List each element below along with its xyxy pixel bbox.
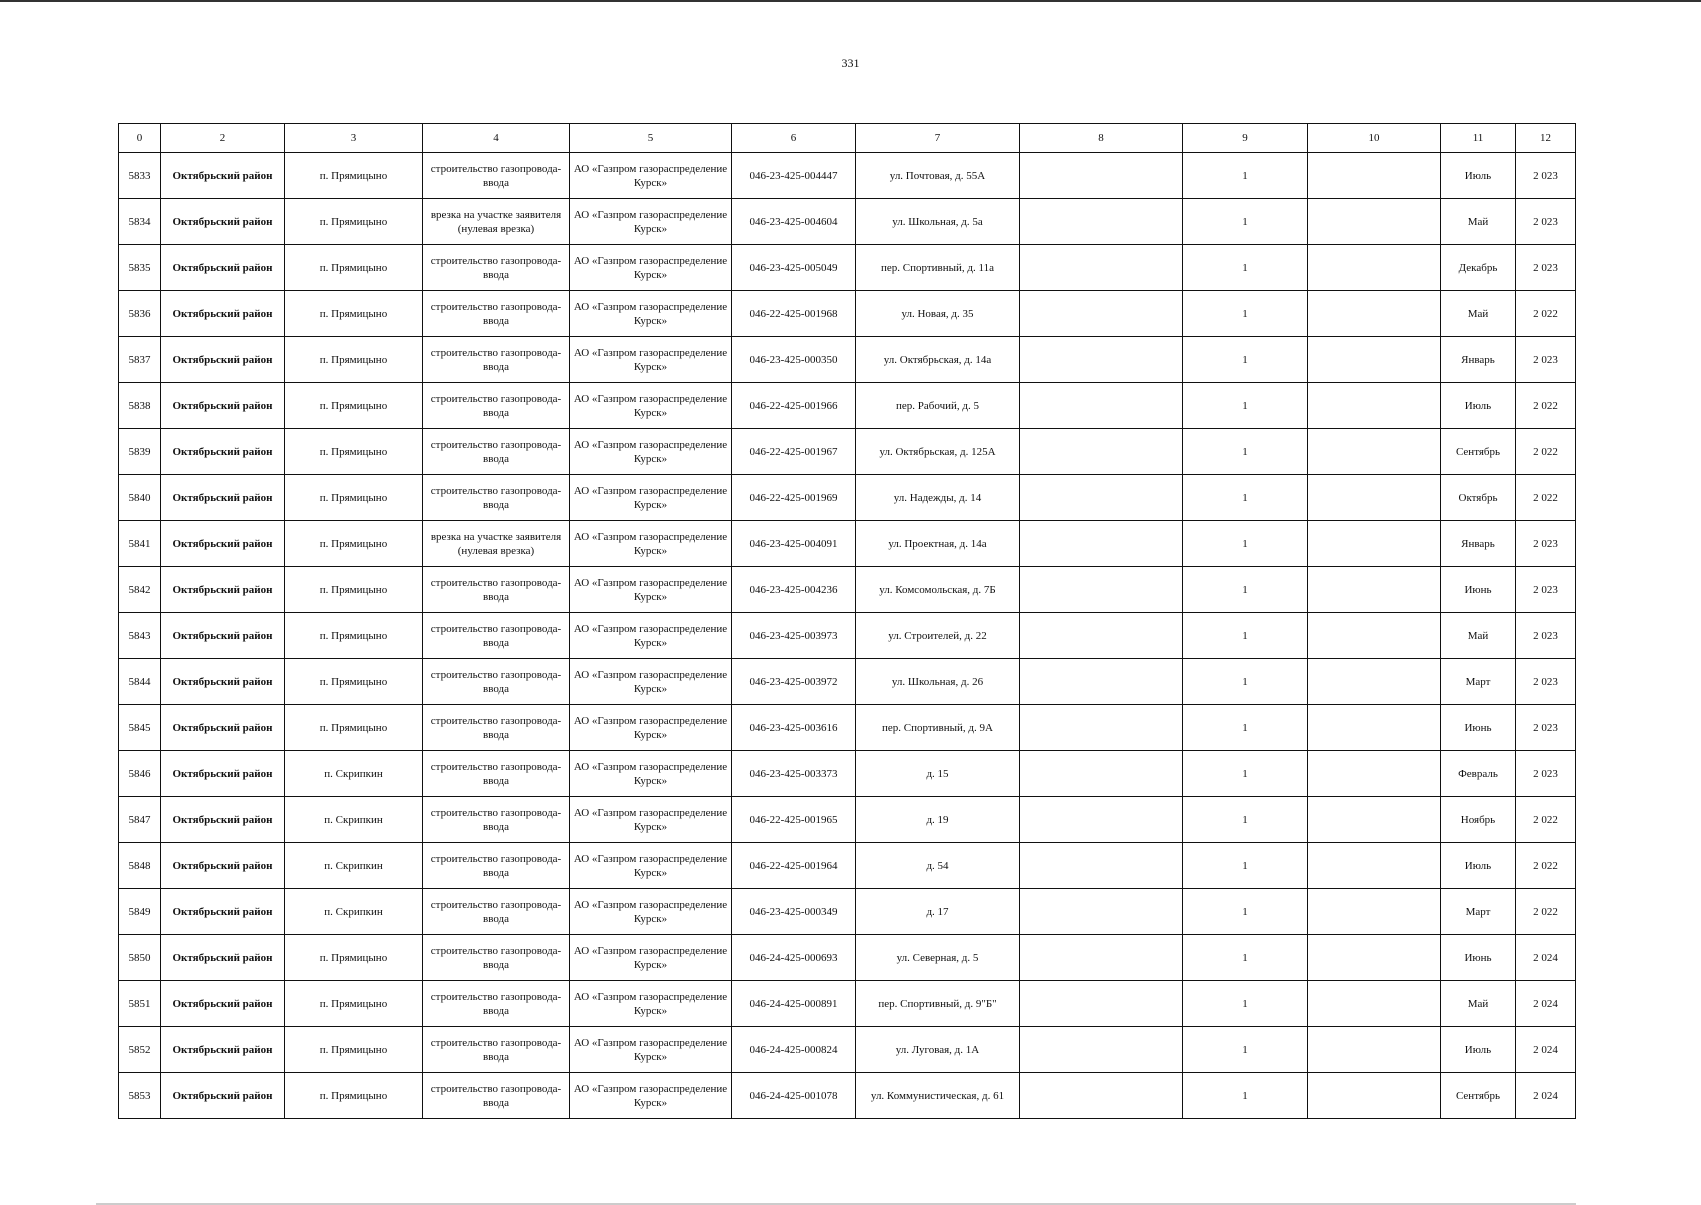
table-cell-col-7: пер. Спортивный, д. 9А bbox=[856, 705, 1020, 751]
table-cell-col-9: 1 bbox=[1183, 889, 1308, 935]
table-cell-col-0: 5849 bbox=[119, 889, 161, 935]
table-cell-col-12: 2 023 bbox=[1516, 337, 1576, 383]
table-cell-col-7: ул. Октябрьская, д. 14а bbox=[856, 337, 1020, 383]
table-cell-col-3: п. Прямицыно bbox=[285, 475, 423, 521]
table-cell-col-7: ул. Надежды, д. 14 bbox=[856, 475, 1020, 521]
table-cell-col-8 bbox=[1020, 153, 1183, 199]
table-cell-col-8 bbox=[1020, 567, 1183, 613]
table-cell-col-6: 046-24-425-000824 bbox=[732, 1027, 856, 1073]
table-cell-col-10 bbox=[1308, 889, 1441, 935]
table-cell-col-0: 5837 bbox=[119, 337, 161, 383]
table-cell-col-2: Октябрьский район bbox=[161, 475, 285, 521]
table-cell-col-9: 1 bbox=[1183, 521, 1308, 567]
table-cell-col-3: п. Скрипкин bbox=[285, 843, 423, 889]
table-cell-col-4: строительство газопровода-ввода bbox=[423, 889, 570, 935]
table-cell-col-12: 2 024 bbox=[1516, 1027, 1576, 1073]
table-cell-col-2: Октябрьский район bbox=[161, 613, 285, 659]
table-cell-col-6: 046-24-425-000693 bbox=[732, 935, 856, 981]
table-cell-col-9: 1 bbox=[1183, 383, 1308, 429]
table-cell-col-7: ул. Проектная, д. 14а bbox=[856, 521, 1020, 567]
table-cell-col-6: 046-22-425-001968 bbox=[732, 291, 856, 337]
table-cell-col-8 bbox=[1020, 337, 1183, 383]
table-cell-col-5: АО «Газпром газораспределение Курск» bbox=[570, 153, 732, 199]
table-cell-col-9: 1 bbox=[1183, 291, 1308, 337]
table-cell-col-0: 5853 bbox=[119, 1073, 161, 1119]
table-cell-col-9: 1 bbox=[1183, 981, 1308, 1027]
page-number: 331 bbox=[841, 56, 860, 70]
table-cell-col-10 bbox=[1308, 153, 1441, 199]
table-cell-col-9: 1 bbox=[1183, 1027, 1308, 1073]
table-cell-col-5: АО «Газпром газораспределение Курск» bbox=[570, 291, 732, 337]
table-cell-col-3: п. Прямицыно bbox=[285, 153, 423, 199]
table-row bbox=[119, 1073, 1576, 1119]
table-cell-col-9: 1 bbox=[1183, 613, 1308, 659]
table-cell-col-5: АО «Газпром газораспределение Курск» bbox=[570, 337, 732, 383]
table-cell-col-9: 1 bbox=[1183, 751, 1308, 797]
table-cell-col-8 bbox=[1020, 659, 1183, 705]
table-cell-col-7: д. 54 bbox=[856, 843, 1020, 889]
table-cell-col-6: 046-23-425-003616 bbox=[732, 705, 856, 751]
table-cell-col-7: ул. Строителей, д. 22 bbox=[856, 613, 1020, 659]
table-cell-col-10 bbox=[1308, 613, 1441, 659]
table-cell-col-7: пер. Спортивный, д. 11а bbox=[856, 245, 1020, 291]
table-row bbox=[119, 705, 1576, 751]
table-cell-col-4: строительство газопровода-ввода bbox=[423, 291, 570, 337]
table-row bbox=[119, 475, 1576, 521]
table-row bbox=[119, 567, 1576, 613]
table-cell-col-8 bbox=[1020, 383, 1183, 429]
table-cell-col-7: д. 17 bbox=[856, 889, 1020, 935]
table-cell-col-11: Июль bbox=[1441, 843, 1516, 889]
table-cell-col-6: 046-23-425-004447 bbox=[732, 153, 856, 199]
table-cell-col-5: АО «Газпром газораспределение Курск» bbox=[570, 383, 732, 429]
table-cell-col-11: Сентябрь bbox=[1441, 1073, 1516, 1119]
table-cell-col-3: п. Скрипкин bbox=[285, 889, 423, 935]
table-cell-col-3: п. Скрипкин bbox=[285, 751, 423, 797]
table-cell-col-2: Октябрьский район bbox=[161, 567, 285, 613]
table-cell-col-12: 2 023 bbox=[1516, 613, 1576, 659]
table-cell-col-4: строительство газопровода-ввода bbox=[423, 153, 570, 199]
table-row bbox=[119, 613, 1576, 659]
table-cell-col-12: 2 023 bbox=[1516, 199, 1576, 245]
table-cell-col-9: 1 bbox=[1183, 567, 1308, 613]
table-cell-col-10 bbox=[1308, 705, 1441, 751]
table-cell-col-12: 2 024 bbox=[1516, 935, 1576, 981]
table-cell-col-5: АО «Газпром газораспределение Курск» bbox=[570, 521, 732, 567]
table-row bbox=[119, 521, 1576, 567]
table-row bbox=[119, 429, 1576, 475]
table-cell-col-5: АО «Газпром газораспределение Курск» bbox=[570, 245, 732, 291]
table-cell-col-3: п. Прямицыно bbox=[285, 291, 423, 337]
table-cell-col-8 bbox=[1020, 1027, 1183, 1073]
table-cell-col-4: врезка на участке заявителя (нулевая врезка) bbox=[423, 199, 570, 245]
table-cell-col-7: пер. Рабочий, д. 5 bbox=[856, 383, 1020, 429]
table-cell-col-0: 5852 bbox=[119, 1027, 161, 1073]
table-cell-col-12: 2 022 bbox=[1516, 383, 1576, 429]
table-cell-col-8 bbox=[1020, 981, 1183, 1027]
table-cell-col-10 bbox=[1308, 843, 1441, 889]
table-cell-col-10 bbox=[1308, 935, 1441, 981]
table-cell-col-5: АО «Газпром газораспределение Курск» bbox=[570, 1073, 732, 1119]
table-cell-col-12: 2 022 bbox=[1516, 429, 1576, 475]
table-cell-col-12: 2 023 bbox=[1516, 751, 1576, 797]
table-cell-col-10 bbox=[1308, 291, 1441, 337]
table-cell-col-7: ул. Школьная, д. 5а bbox=[856, 199, 1020, 245]
table-row bbox=[119, 935, 1576, 981]
table-cell-col-5: АО «Газпром газораспределение Курск» bbox=[570, 659, 732, 705]
table-cell-col-9: 1 bbox=[1183, 245, 1308, 291]
table-cell-col-6: 046-23-425-003973 bbox=[732, 613, 856, 659]
table-cell-col-6: 046-23-425-004091 bbox=[732, 521, 856, 567]
column-header-11: 11 bbox=[1441, 124, 1516, 153]
table-cell-col-8 bbox=[1020, 475, 1183, 521]
table-cell-col-3: п. Прямицыно bbox=[285, 613, 423, 659]
table-cell-col-2: Октябрьский район bbox=[161, 521, 285, 567]
table-cell-col-2: Октябрьский район bbox=[161, 705, 285, 751]
table-cell-col-4: строительство газопровода-ввода bbox=[423, 935, 570, 981]
table-cell-col-12: 2 022 bbox=[1516, 475, 1576, 521]
table-cell-col-10 bbox=[1308, 521, 1441, 567]
registry-table bbox=[118, 123, 1576, 1119]
table-cell-col-4: строительство газопровода-ввода bbox=[423, 613, 570, 659]
table-cell-col-8 bbox=[1020, 521, 1183, 567]
table-cell-col-12: 2 023 bbox=[1516, 153, 1576, 199]
table-cell-col-6: 046-23-425-000349 bbox=[732, 889, 856, 935]
table-cell-col-5: АО «Газпром газораспределение Курск» bbox=[570, 751, 732, 797]
table-cell-col-7: ул. Коммунистическая, д. 61 bbox=[856, 1073, 1020, 1119]
table-cell-col-10 bbox=[1308, 751, 1441, 797]
table-cell-col-3: п. Прямицыно bbox=[285, 337, 423, 383]
table-cell-col-4: строительство газопровода-ввода bbox=[423, 383, 570, 429]
table-cell-col-7: ул. Луговая, д. 1А bbox=[856, 1027, 1020, 1073]
table-row bbox=[119, 383, 1576, 429]
table-cell-col-5: АО «Газпром газораспределение Курск» bbox=[570, 889, 732, 935]
table-row bbox=[119, 981, 1576, 1027]
table-cell-col-11: Июль bbox=[1441, 153, 1516, 199]
table-row bbox=[119, 1027, 1576, 1073]
table-cell-col-12: 2 023 bbox=[1516, 567, 1576, 613]
table-cell-col-11: Май bbox=[1441, 199, 1516, 245]
table-cell-col-8 bbox=[1020, 797, 1183, 843]
table-cell-col-5: АО «Газпром газораспределение Курск» bbox=[570, 843, 732, 889]
table-cell-col-7: ул. Комсомольская, д. 7Б bbox=[856, 567, 1020, 613]
table-cell-col-4: строительство газопровода-ввода bbox=[423, 981, 570, 1027]
table-cell-col-11: Январь bbox=[1441, 337, 1516, 383]
table-row bbox=[119, 199, 1576, 245]
table-cell-col-2: Октябрьский район bbox=[161, 751, 285, 797]
table-cell-col-2: Октябрьский район bbox=[161, 981, 285, 1027]
table-cell-col-0: 5850 bbox=[119, 935, 161, 981]
table-cell-col-6: 046-23-425-004604 bbox=[732, 199, 856, 245]
table-cell-col-8 bbox=[1020, 1073, 1183, 1119]
table-cell-col-7: д. 15 bbox=[856, 751, 1020, 797]
table-cell-col-5: АО «Газпром газораспределение Курск» bbox=[570, 475, 732, 521]
table-cell-col-7: ул. Почтовая, д. 55А bbox=[856, 153, 1020, 199]
table-row bbox=[119, 291, 1576, 337]
table-cell-col-0: 5838 bbox=[119, 383, 161, 429]
table-cell-col-10 bbox=[1308, 475, 1441, 521]
table-cell-col-3: п. Скрипкин bbox=[285, 797, 423, 843]
table-cell-col-0: 5842 bbox=[119, 567, 161, 613]
table-cell-col-12: 2 023 bbox=[1516, 659, 1576, 705]
table-cell-col-9: 1 bbox=[1183, 337, 1308, 383]
table-cell-col-9: 1 bbox=[1183, 705, 1308, 751]
table-cell-col-6: 046-22-425-001969 bbox=[732, 475, 856, 521]
table-cell-col-10 bbox=[1308, 567, 1441, 613]
table-cell-col-3: п. Прямицыно bbox=[285, 1027, 423, 1073]
table-cell-col-6: 046-23-425-003373 bbox=[732, 751, 856, 797]
table-cell-col-5: АО «Газпром газораспределение Курск» bbox=[570, 1027, 732, 1073]
table-cell-col-11: Июнь bbox=[1441, 935, 1516, 981]
table-cell-col-5: АО «Газпром газораспределение Курск» bbox=[570, 981, 732, 1027]
table-cell-col-2: Октябрьский район bbox=[161, 291, 285, 337]
column-header-10: 10 bbox=[1308, 124, 1441, 153]
table-cell-col-12: 2 023 bbox=[1516, 245, 1576, 291]
table-cell-col-12: 2 023 bbox=[1516, 705, 1576, 751]
table-cell-col-10 bbox=[1308, 429, 1441, 475]
table-cell-col-2: Октябрьский район bbox=[161, 889, 285, 935]
table-cell-col-10 bbox=[1308, 981, 1441, 1027]
column-header-3: 3 bbox=[285, 124, 423, 153]
table-cell-col-4: строительство газопровода-ввода bbox=[423, 1073, 570, 1119]
table-cell-col-3: п. Прямицыно bbox=[285, 567, 423, 613]
table-cell-col-7: ул. Новая, д. 35 bbox=[856, 291, 1020, 337]
table-cell-col-10 bbox=[1308, 1027, 1441, 1073]
table-cell-col-6: 046-22-425-001964 bbox=[732, 843, 856, 889]
table-cell-col-2: Октябрьский район bbox=[161, 1073, 285, 1119]
table-cell-col-2: Октябрьский район bbox=[161, 935, 285, 981]
table-cell-col-3: п. Прямицыно bbox=[285, 245, 423, 291]
table-cell-col-2: Октябрьский район bbox=[161, 153, 285, 199]
table-row bbox=[119, 337, 1576, 383]
registry-table-wrapper bbox=[118, 123, 1575, 1119]
table-cell-col-7: ул. Школьная, д. 26 bbox=[856, 659, 1020, 705]
table-cell-col-12: 2 024 bbox=[1516, 981, 1576, 1027]
table-cell-col-10 bbox=[1308, 245, 1441, 291]
table-cell-col-5: АО «Газпром газораспределение Курск» bbox=[570, 613, 732, 659]
table-row bbox=[119, 843, 1576, 889]
table-cell-col-4: строительство газопровода-ввода bbox=[423, 705, 570, 751]
table-cell-col-4: врезка на участке заявителя (нулевая врезка) bbox=[423, 521, 570, 567]
table-cell-col-9: 1 bbox=[1183, 429, 1308, 475]
table-cell-col-6: 046-23-425-005049 bbox=[732, 245, 856, 291]
table-cell-col-11: Май bbox=[1441, 613, 1516, 659]
table-cell-col-0: 5835 bbox=[119, 245, 161, 291]
table-cell-col-11: Март bbox=[1441, 889, 1516, 935]
table-cell-col-9: 1 bbox=[1183, 475, 1308, 521]
table-cell-col-11: Ноябрь bbox=[1441, 797, 1516, 843]
table-cell-col-0: 5840 bbox=[119, 475, 161, 521]
table-cell-col-8 bbox=[1020, 843, 1183, 889]
table-cell-col-6: 046-23-425-004236 bbox=[732, 567, 856, 613]
table-cell-col-3: п. Прямицыно bbox=[285, 705, 423, 751]
table-row bbox=[119, 245, 1576, 291]
table-cell-col-8 bbox=[1020, 199, 1183, 245]
table-cell-col-10 bbox=[1308, 659, 1441, 705]
column-header-0: 0 bbox=[119, 124, 161, 153]
column-header-6: 6 bbox=[732, 124, 856, 153]
table-cell-col-12: 2 022 bbox=[1516, 797, 1576, 843]
table-cell-col-11: Сентябрь bbox=[1441, 429, 1516, 475]
table-cell-col-5: АО «Газпром газораспределение Курск» bbox=[570, 567, 732, 613]
column-header-9: 9 bbox=[1183, 124, 1308, 153]
table-cell-col-3: п. Прямицыно bbox=[285, 199, 423, 245]
table-cell-col-11: Февраль bbox=[1441, 751, 1516, 797]
table-cell-col-11: Июнь bbox=[1441, 567, 1516, 613]
table-cell-col-7: ул. Северная, д. 5 bbox=[856, 935, 1020, 981]
table-cell-col-2: Октябрьский район bbox=[161, 383, 285, 429]
column-header-8: 8 bbox=[1020, 124, 1183, 153]
table-cell-col-0: 5836 bbox=[119, 291, 161, 337]
table-cell-col-11: Январь bbox=[1441, 521, 1516, 567]
table-cell-col-3: п. Прямицыно bbox=[285, 981, 423, 1027]
table-cell-col-0: 5846 bbox=[119, 751, 161, 797]
table-cell-col-5: АО «Газпром газораспределение Курск» bbox=[570, 199, 732, 245]
table-cell-col-10 bbox=[1308, 337, 1441, 383]
table-row bbox=[119, 659, 1576, 705]
table-cell-col-9: 1 bbox=[1183, 153, 1308, 199]
table-cell-col-11: Июль bbox=[1441, 383, 1516, 429]
table-cell-col-3: п. Прямицыно bbox=[285, 659, 423, 705]
table-cell-col-10 bbox=[1308, 797, 1441, 843]
table-cell-col-3: п. Прямицыно bbox=[285, 429, 423, 475]
top-border bbox=[0, 0, 1701, 2]
table-cell-col-8 bbox=[1020, 751, 1183, 797]
column-header-2: 2 bbox=[161, 124, 285, 153]
table-cell-col-3: п. Прямицыно bbox=[285, 383, 423, 429]
table-cell-col-10 bbox=[1308, 383, 1441, 429]
table-cell-col-8 bbox=[1020, 935, 1183, 981]
table-cell-col-6: 046-22-425-001966 bbox=[732, 383, 856, 429]
table-row bbox=[119, 751, 1576, 797]
table-cell-col-11: Май bbox=[1441, 981, 1516, 1027]
table-cell-col-4: строительство газопровода-ввода bbox=[423, 843, 570, 889]
table-cell-col-11: Май bbox=[1441, 291, 1516, 337]
table-cell-col-9: 1 bbox=[1183, 797, 1308, 843]
table-cell-col-9: 1 bbox=[1183, 1073, 1308, 1119]
table-cell-col-8 bbox=[1020, 889, 1183, 935]
table-cell-col-4: строительство газопровода-ввода bbox=[423, 245, 570, 291]
table-cell-col-10 bbox=[1308, 199, 1441, 245]
table-cell-col-12: 2 022 bbox=[1516, 843, 1576, 889]
table-cell-col-2: Октябрьский район bbox=[161, 245, 285, 291]
table-cell-col-3: п. Прямицыно bbox=[285, 521, 423, 567]
table-cell-col-8 bbox=[1020, 245, 1183, 291]
table-cell-col-11: Июнь bbox=[1441, 705, 1516, 751]
table-body bbox=[119, 153, 1576, 1119]
table-cell-col-8 bbox=[1020, 613, 1183, 659]
table-cell-col-9: 1 bbox=[1183, 843, 1308, 889]
table-cell-col-0: 5834 bbox=[119, 199, 161, 245]
table-cell-col-11: Июль bbox=[1441, 1027, 1516, 1073]
table-cell-col-11: Декабрь bbox=[1441, 245, 1516, 291]
table-cell-col-7: ул. Октябрьская, д. 125А bbox=[856, 429, 1020, 475]
table-cell-col-2: Октябрьский район bbox=[161, 843, 285, 889]
table-row bbox=[119, 153, 1576, 199]
table-cell-col-8 bbox=[1020, 429, 1183, 475]
table-cell-col-4: строительство газопровода-ввода bbox=[423, 797, 570, 843]
column-header-12: 12 bbox=[1516, 124, 1576, 153]
table-cell-col-0: 5839 bbox=[119, 429, 161, 475]
table-cell-col-4: строительство газопровода-ввода bbox=[423, 337, 570, 383]
table-cell-col-6: 046-22-425-001965 bbox=[732, 797, 856, 843]
table-row bbox=[119, 797, 1576, 843]
column-header-5: 5 bbox=[570, 124, 732, 153]
table-cell-col-6: 046-22-425-001967 bbox=[732, 429, 856, 475]
table-cell-col-3: п. Прямицыно bbox=[285, 1073, 423, 1119]
table-row bbox=[119, 889, 1576, 935]
header-row bbox=[119, 124, 1576, 153]
table-cell-col-9: 1 bbox=[1183, 199, 1308, 245]
table-cell-col-2: Октябрьский район bbox=[161, 1027, 285, 1073]
table-cell-col-0: 5848 bbox=[119, 843, 161, 889]
table-cell-col-2: Октябрьский район bbox=[161, 797, 285, 843]
table-cell-col-6: 046-24-425-000891 bbox=[732, 981, 856, 1027]
table-cell-col-0: 5844 bbox=[119, 659, 161, 705]
table-cell-col-5: АО «Газпром газораспределение Курск» bbox=[570, 705, 732, 751]
table-cell-col-0: 5847 bbox=[119, 797, 161, 843]
table-cell-col-10 bbox=[1308, 1073, 1441, 1119]
table-cell-col-0: 5833 bbox=[119, 153, 161, 199]
table-cell-col-4: строительство газопровода-ввода bbox=[423, 751, 570, 797]
table-cell-col-8 bbox=[1020, 291, 1183, 337]
table-cell-col-0: 5841 bbox=[119, 521, 161, 567]
column-header-4: 4 bbox=[423, 124, 570, 153]
table-cell-col-6: 046-24-425-001078 bbox=[732, 1073, 856, 1119]
table-cell-col-5: АО «Газпром газораспределение Курск» bbox=[570, 429, 732, 475]
table-cell-col-9: 1 bbox=[1183, 935, 1308, 981]
table-cell-col-4: строительство газопровода-ввода bbox=[423, 567, 570, 613]
table-cell-col-6: 046-23-425-000350 bbox=[732, 337, 856, 383]
table-cell-col-4: строительство газопровода-ввода bbox=[423, 1027, 570, 1073]
table-cell-col-3: п. Прямицыно bbox=[285, 935, 423, 981]
table-cell-col-2: Октябрьский район bbox=[161, 659, 285, 705]
table-cell-col-7: пер. Спортивный, д. 9"Б" bbox=[856, 981, 1020, 1027]
table-cell-col-12: 2 022 bbox=[1516, 291, 1576, 337]
table-cell-col-12: 2 024 bbox=[1516, 1073, 1576, 1119]
table-cell-col-9: 1 bbox=[1183, 659, 1308, 705]
table-cell-col-5: АО «Газпром газораспределение Курск» bbox=[570, 935, 732, 981]
table-cell-col-7: д. 19 bbox=[856, 797, 1020, 843]
table-cell-col-0: 5843 bbox=[119, 613, 161, 659]
table-cell-col-6: 046-23-425-003972 bbox=[732, 659, 856, 705]
table-cell-col-2: Октябрьский район bbox=[161, 337, 285, 383]
table-cell-col-0: 5845 bbox=[119, 705, 161, 751]
table-cell-col-12: 2 022 bbox=[1516, 889, 1576, 935]
table-cell-col-2: Октябрьский район bbox=[161, 199, 285, 245]
table-cell-col-11: Октябрь bbox=[1441, 475, 1516, 521]
table-cell-col-12: 2 023 bbox=[1516, 521, 1576, 567]
table-cell-col-0: 5851 bbox=[119, 981, 161, 1027]
table-cell-col-8 bbox=[1020, 705, 1183, 751]
column-header-7: 7 bbox=[856, 124, 1020, 153]
table-cell-col-2: Октябрьский район bbox=[161, 429, 285, 475]
table-cell-col-11: Март bbox=[1441, 659, 1516, 705]
table-cell-col-4: строительство газопровода-ввода bbox=[423, 475, 570, 521]
table-cell-col-4: строительство газопровода-ввода bbox=[423, 429, 570, 475]
table-cell-col-4: строительство газопровода-ввода bbox=[423, 659, 570, 705]
table-cell-col-5: АО «Газпром газораспределение Курск» bbox=[570, 797, 732, 843]
